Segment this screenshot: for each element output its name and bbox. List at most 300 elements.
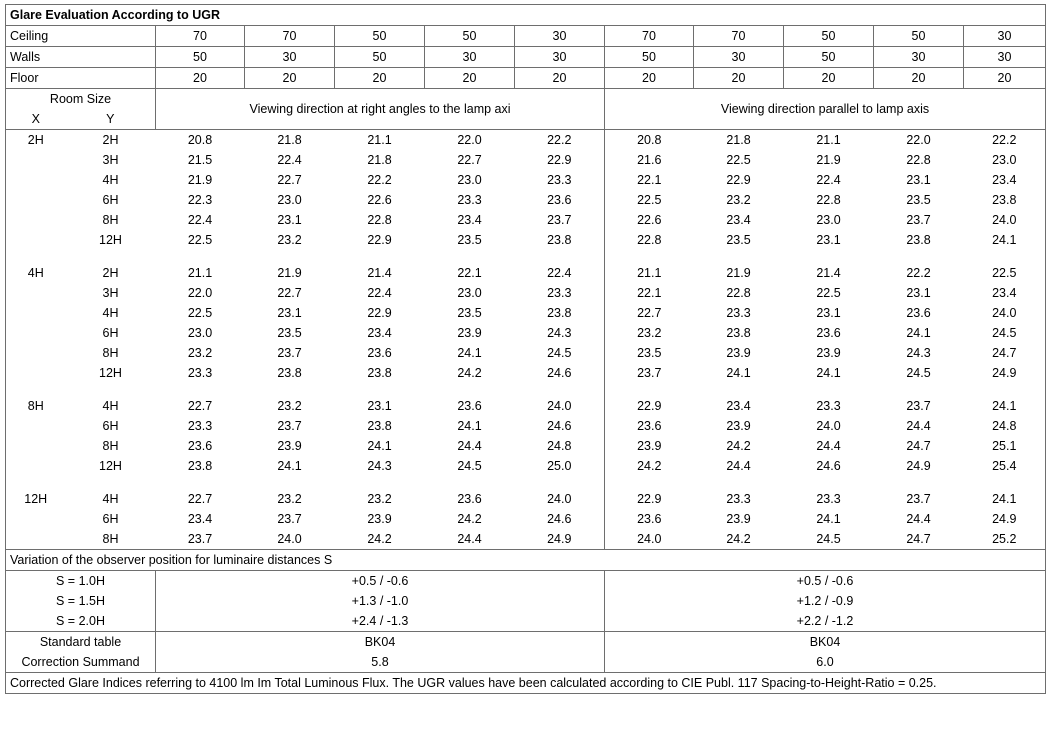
ugr-value: 21.5 <box>187 153 213 167</box>
ugr-value: 21.8 <box>367 153 392 167</box>
group-y-value: 3H <box>102 286 119 300</box>
ugr-value: 23.9 <box>277 439 302 453</box>
ugr-value: 24.1 <box>906 326 931 340</box>
ugr-value: 24.9 <box>515 529 605 550</box>
x-label: X <box>6 109 66 130</box>
ugr-value: 24.3 <box>906 346 931 360</box>
ceiling-value: 70 <box>694 26 784 47</box>
group-y-value: 12H <box>99 459 122 473</box>
floor-value: 20 <box>605 68 694 89</box>
variation-row <box>6 611 1046 632</box>
ugr-value: 24.4 <box>425 529 515 550</box>
ugr-value: 21.1 <box>187 266 213 280</box>
ugr-value: 24.1 <box>457 419 482 433</box>
ugr-value: 24.1 <box>367 439 392 453</box>
row-label-walls: Walls <box>6 47 156 68</box>
ugr-value: 24.4 <box>906 419 931 433</box>
ugr-value: 21.1 <box>335 130 425 151</box>
table-row <box>6 456 1046 476</box>
ugr-value: 22.7 <box>457 153 482 167</box>
ugr-value: 23.6 <box>605 416 694 436</box>
ugr-value: 24.1 <box>816 366 841 380</box>
ugr-value: 24.2 <box>605 456 694 476</box>
floor-value: 20 <box>335 68 425 89</box>
ugr-value: 24.4 <box>816 439 841 453</box>
ugr-value: 22.8 <box>726 286 751 300</box>
table-row <box>6 130 1046 151</box>
ugr-value: 24.9 <box>906 459 931 473</box>
ugr-value: 23.3 <box>816 399 841 413</box>
ugr-value: 24.3 <box>547 326 572 340</box>
group-x-value: 12H <box>6 489 66 509</box>
ugr-value: 23.8 <box>367 366 392 380</box>
table-row <box>6 150 1046 170</box>
ugr-value: 22.1 <box>605 283 694 303</box>
floor-value: 20 <box>156 68 245 89</box>
table-row <box>6 436 1046 456</box>
ugr-value: 23.1 <box>906 173 931 187</box>
ugr-value: 22.9 <box>367 306 392 320</box>
ugr-value: 24.2 <box>457 366 482 380</box>
group-y-value: 6H <box>102 193 119 207</box>
floor-value: 20 <box>964 68 1046 89</box>
ugr-value: 23.6 <box>547 193 572 207</box>
ugr-value: 22.9 <box>726 173 751 187</box>
standard-table-perp: BK04 <box>156 632 605 653</box>
ugr-value: 22.7 <box>277 173 302 187</box>
ugr-value: 23.8 <box>187 459 213 473</box>
ugr-value: 23.3 <box>457 193 482 207</box>
ugr-value: 23.7 <box>547 213 572 227</box>
ugr-value: 24.6 <box>547 512 572 526</box>
group-y-value: 8H <box>102 346 119 360</box>
ugr-value: 21.9 <box>816 153 841 167</box>
ugr-value: 21.4 <box>816 266 841 280</box>
ugr-value: 23.3 <box>187 419 213 433</box>
ugr-value: 24.0 <box>547 399 572 413</box>
ugr-value: 22.7 <box>187 492 213 506</box>
room-size-label: Room Size <box>6 89 156 110</box>
ugr-value: 25.2 <box>964 529 1046 550</box>
ugr-value: 23.1 <box>906 286 931 300</box>
ugr-value: 23.5 <box>726 233 751 247</box>
ugr-value: 23.8 <box>906 233 931 247</box>
group-y-value: 3H <box>102 153 119 167</box>
floor-value: 20 <box>515 68 605 89</box>
group-y-value: 4H <box>102 492 119 506</box>
ugr-value: 23.9 <box>726 346 751 360</box>
ugr-value: 24.3 <box>367 459 392 473</box>
ugr-value: 23.7 <box>156 529 245 550</box>
ugr-value: 22.2 <box>964 130 1046 151</box>
ugr-value: 23.4 <box>187 512 213 526</box>
ugr-value: 22.8 <box>605 230 694 250</box>
ugr-value: 24.0 <box>964 303 1046 323</box>
ugr-value: 23.4 <box>457 213 482 227</box>
ugr-value: 22.0 <box>425 130 515 151</box>
ugr-value: 23.3 <box>726 492 751 506</box>
ugr-value: 23.9 <box>605 436 694 456</box>
ugr-value: 23.2 <box>277 233 302 247</box>
ugr-value: 24.0 <box>964 210 1046 230</box>
ugr-value: 23.2 <box>605 323 694 343</box>
ceiling-value: 50 <box>335 26 425 47</box>
viewing-direction-header <box>6 89 1046 110</box>
ugr-value: 23.6 <box>457 492 482 506</box>
ugr-value: 24.2 <box>335 529 425 550</box>
group-y-value: 12H <box>99 233 122 247</box>
ugr-value: 22.3 <box>187 193 213 207</box>
group-x-value: 4H <box>6 263 66 283</box>
ugr-value: 22.0 <box>874 130 964 151</box>
ugr-value: 25.4 <box>964 456 1046 476</box>
group-x-value: 2H <box>6 130 66 151</box>
ugr-value: 24.2 <box>457 512 482 526</box>
group-y-value: 4H <box>102 306 119 320</box>
ceiling-value: 70 <box>156 26 245 47</box>
variation-label: S = 1.5H <box>6 591 156 611</box>
row-label-floor: Floor <box>6 68 156 89</box>
ugr-value: 24.7 <box>874 529 964 550</box>
ugr-value: 23.2 <box>726 193 751 207</box>
ugr-value: 21.8 <box>245 130 335 151</box>
ugr-value: 22.4 <box>547 266 572 280</box>
group-spacer <box>6 383 1046 396</box>
table-row <box>6 416 1046 436</box>
ugr-value: 22.6 <box>367 193 392 207</box>
ugr-value: 24.6 <box>547 419 572 433</box>
walls-value: 50 <box>335 47 425 68</box>
ugr-value: 22.5 <box>964 263 1046 283</box>
ugr-value: 24.5 <box>547 346 572 360</box>
ceiling-value: 70 <box>605 26 694 47</box>
ugr-value: 24.1 <box>964 489 1046 509</box>
ugr-value: 23.7 <box>277 419 302 433</box>
ugr-value: 23.5 <box>457 233 482 247</box>
group-y-value: 4H <box>102 399 119 413</box>
ugr-value: 22.9 <box>547 153 572 167</box>
ceiling-value: 50 <box>784 26 874 47</box>
ugr-table <box>5 4 1046 694</box>
table-row <box>6 323 1046 343</box>
ugr-value: 23.7 <box>277 512 302 526</box>
ugr-value: 23.0 <box>457 286 482 300</box>
ceiling-value: 50 <box>425 26 515 47</box>
ugr-value: 24.5 <box>784 529 874 550</box>
ugr-value: 23.8 <box>277 366 302 380</box>
table-row <box>6 509 1046 529</box>
ugr-value: 21.6 <box>605 150 694 170</box>
ceiling-value: 50 <box>874 26 964 47</box>
group-y-value: 6H <box>102 419 119 433</box>
y-label: Y <box>66 109 156 130</box>
group-y-value: 12H <box>99 366 122 380</box>
walls-value: 30 <box>245 47 335 68</box>
ugr-value: 23.7 <box>605 363 694 383</box>
ugr-value: 23.6 <box>906 306 931 320</box>
ugr-value: 21.9 <box>187 173 213 187</box>
floor-value: 20 <box>245 68 335 89</box>
standard-table-label: Standard table <box>6 632 156 653</box>
group-y-value: 6H <box>102 512 119 526</box>
walls-value: 30 <box>694 47 784 68</box>
ugr-value: 23.5 <box>906 193 931 207</box>
walls-value: 30 <box>515 47 605 68</box>
ceiling-value: 70 <box>245 26 335 47</box>
variation-perp-value: +2.4 / -1.3 <box>156 611 605 632</box>
variation-header-row <box>6 550 1046 571</box>
direction-parallel-label: Viewing direction parallel to lamp axis <box>605 89 1046 130</box>
ceiling-value: 30 <box>964 26 1046 47</box>
variation-perp-value: +1.3 / -1.0 <box>156 591 605 611</box>
ugr-value: 22.2 <box>906 266 931 280</box>
table-row <box>6 396 1046 416</box>
ugr-value: 23.7 <box>277 346 302 360</box>
ugr-value: 21.9 <box>726 266 751 280</box>
ugr-value: 23.0 <box>816 213 841 227</box>
table-row-ceiling <box>6 26 1046 47</box>
ugr-value: 24.1 <box>964 396 1046 416</box>
walls-value: 50 <box>605 47 694 68</box>
group-y-value: 8H <box>102 213 119 227</box>
ugr-value: 23.4 <box>726 213 751 227</box>
ugr-value: 23.5 <box>277 326 302 340</box>
ugr-value: 23.6 <box>457 399 482 413</box>
ugr-value: 22.1 <box>605 170 694 190</box>
walls-value: 50 <box>156 47 245 68</box>
ugr-value: 24.7 <box>906 439 931 453</box>
ugr-value: 21.1 <box>605 263 694 283</box>
group-y-value: 8H <box>66 529 156 550</box>
ugr-value: 25.1 <box>964 436 1046 456</box>
ugr-value: 23.6 <box>367 346 392 360</box>
ugr-value: 23.9 <box>726 419 751 433</box>
ugr-value: 22.2 <box>515 130 605 151</box>
ugr-value: 24.0 <box>605 529 694 550</box>
ugr-value: 23.2 <box>367 492 392 506</box>
group-x-value: 8H <box>6 396 66 416</box>
floor-value: 20 <box>784 68 874 89</box>
ugr-value: 24.1 <box>457 346 482 360</box>
ugr-value: 23.0 <box>457 173 482 187</box>
group-y-value: 2H <box>66 130 156 151</box>
correction-summand-label: Correction Summand <box>6 652 156 673</box>
row-label-ceiling: Ceiling <box>6 26 156 47</box>
table-row-floor <box>6 68 1046 89</box>
ugr-value: 23.7 <box>906 399 931 413</box>
ugr-value: 24.0 <box>816 419 841 433</box>
ugr-value: 23.1 <box>367 399 392 413</box>
ugr-value: 24.6 <box>547 366 572 380</box>
ugr-value: 23.9 <box>457 326 482 340</box>
ugr-value: 24.0 <box>245 529 335 550</box>
variation-label: S = 1.0H <box>6 571 156 592</box>
group-spacer <box>6 250 1046 263</box>
ugr-value: 22.4 <box>367 286 392 300</box>
table-row <box>6 263 1046 283</box>
ugr-value: 23.3 <box>547 286 572 300</box>
standard-table-par: BK04 <box>605 632 1046 653</box>
group-y-value: 6H <box>102 326 119 340</box>
ugr-value: 24.1 <box>277 459 302 473</box>
ugr-value: 24.9 <box>964 509 1046 529</box>
ugr-value: 22.5 <box>605 190 694 210</box>
walls-value: 30 <box>964 47 1046 68</box>
ugr-value: 23.8 <box>547 233 572 247</box>
ugr-value: 23.9 <box>367 512 392 526</box>
ugr-value: 21.8 <box>694 130 784 151</box>
ugr-value: 24.1 <box>964 230 1046 250</box>
ugr-value: 22.0 <box>187 286 213 300</box>
table-row <box>6 529 1046 550</box>
table-row <box>6 170 1046 190</box>
ugr-value: 23.8 <box>726 326 751 340</box>
ugr-value: 22.9 <box>367 233 392 247</box>
floor-value: 20 <box>425 68 515 89</box>
ugr-value: 23.4 <box>964 170 1046 190</box>
ugr-value: 23.3 <box>726 306 751 320</box>
ugr-value: 24.5 <box>964 323 1046 343</box>
ugr-value: 23.1 <box>277 213 302 227</box>
ugr-value: 23.0 <box>187 326 213 340</box>
ugr-value: 22.9 <box>605 489 694 509</box>
table-row <box>6 210 1046 230</box>
ugr-value: 24.4 <box>726 459 751 473</box>
ugr-value: 24.4 <box>457 439 482 453</box>
ugr-value: 23.9 <box>726 512 751 526</box>
ugr-value: 23.4 <box>367 326 392 340</box>
ugr-value: 22.7 <box>605 303 694 323</box>
correction-summand-perp: 5.8 <box>156 652 605 673</box>
ugr-value: 23.1 <box>277 306 302 320</box>
ugr-value: 23.7 <box>906 492 931 506</box>
ugr-value: 23.8 <box>964 190 1046 210</box>
table-row <box>6 363 1046 383</box>
ugr-value: 23.3 <box>816 492 841 506</box>
ugr-value: 20.8 <box>605 130 694 151</box>
ugr-value: 23.3 <box>547 173 572 187</box>
variation-row <box>6 591 1046 611</box>
ugr-value: 23.1 <box>816 233 841 247</box>
variation-par-value: +0.5 / -0.6 <box>605 571 1046 592</box>
group-y-value: 4H <box>102 173 119 187</box>
walls-value: 30 <box>425 47 515 68</box>
table-row <box>6 190 1046 210</box>
ugr-value: 22.4 <box>816 173 841 187</box>
table-row <box>6 283 1046 303</box>
ugr-value: 24.7 <box>964 343 1046 363</box>
ugr-value: 24.5 <box>906 366 931 380</box>
ugr-value: 22.8 <box>906 153 931 167</box>
footer-row <box>6 673 1046 694</box>
ugr-value: 23.8 <box>547 306 572 320</box>
table-row <box>6 230 1046 250</box>
ugr-value: 24.2 <box>726 439 751 453</box>
ugr-value: 24.1 <box>726 366 751 380</box>
ugr-value: 23.2 <box>277 492 302 506</box>
ugr-value: 24.8 <box>547 439 572 453</box>
footer-note: Corrected Glare Indices referring to 4100 lm Im Total Luminous Flux. The UGR values have been calculated according to CIE Publ. 117 Spacing-to-Height-Ratio = 0.25. <box>6 673 1046 694</box>
variation-label: S = 2.0H <box>6 611 156 632</box>
ugr-value: 22.5 <box>726 153 751 167</box>
floor-value: 20 <box>694 68 784 89</box>
ugr-value: 23.9 <box>816 346 841 360</box>
correction-summand-par: 6.0 <box>605 652 1046 673</box>
ugr-value: 23.5 <box>605 343 694 363</box>
ugr-value: 21.9 <box>277 266 302 280</box>
ugr-value: 24.1 <box>816 512 841 526</box>
ugr-value: 23.2 <box>187 346 213 360</box>
floor-value: 20 <box>874 68 964 89</box>
ugr-value: 22.8 <box>367 213 392 227</box>
ugr-document <box>0 4 1050 754</box>
ugr-value: 22.5 <box>187 306 213 320</box>
ugr-value: 21.4 <box>367 266 392 280</box>
table-row-walls <box>6 47 1046 68</box>
group-spacer <box>6 476 1046 489</box>
page-title: Glare Evaluation According to UGR <box>6 5 1046 26</box>
ugr-value: 20.8 <box>156 130 245 151</box>
ugr-value: 22.7 <box>187 399 213 413</box>
ugr-value: 23.2 <box>277 399 302 413</box>
ugr-value: 23.1 <box>816 306 841 320</box>
table-row <box>6 303 1046 323</box>
ugr-value: 24.0 <box>547 492 572 506</box>
ugr-value: 23.5 <box>457 306 482 320</box>
ugr-value: 25.0 <box>547 459 572 473</box>
variation-row <box>6 571 1046 592</box>
ugr-value: 23.6 <box>816 326 841 340</box>
ugr-value: 23.3 <box>187 366 213 380</box>
direction-perpendicular-label: Viewing direction at right angles to the lamp axi <box>156 89 605 130</box>
standard-table-row <box>6 632 1046 653</box>
variation-header: Variation of the observer position for luminaire distances S <box>6 550 1046 571</box>
ugr-value: 23.0 <box>277 193 302 207</box>
ugr-value: 22.5 <box>187 233 213 247</box>
table-row <box>6 489 1046 509</box>
title-row <box>6 5 1046 26</box>
ugr-value: 24.2 <box>694 529 784 550</box>
ugr-value: 24.4 <box>906 512 931 526</box>
group-y-value: 8H <box>102 439 119 453</box>
variation-perp-value: +0.5 / -0.6 <box>156 571 605 592</box>
ugr-value: 23.8 <box>367 419 392 433</box>
ugr-value: 22.6 <box>605 210 694 230</box>
ceiling-value: 30 <box>515 26 605 47</box>
ugr-value: 24.8 <box>964 416 1046 436</box>
ugr-value: 21.1 <box>784 130 874 151</box>
ugr-value: 22.4 <box>277 153 302 167</box>
ugr-value: 22.5 <box>816 286 841 300</box>
correction-summand-row <box>6 652 1046 673</box>
ugr-value: 23.4 <box>964 283 1046 303</box>
ugr-value: 24.9 <box>964 363 1046 383</box>
table-row <box>6 343 1046 363</box>
walls-value: 50 <box>784 47 874 68</box>
ugr-value: 24.6 <box>816 459 841 473</box>
ugr-value: 23.6 <box>605 509 694 529</box>
walls-value: 30 <box>874 47 964 68</box>
ugr-value: 22.4 <box>187 213 213 227</box>
ugr-value: 22.2 <box>367 173 392 187</box>
ugr-value: 22.9 <box>605 396 694 416</box>
variation-par-value: +2.2 / -1.2 <box>605 611 1046 632</box>
variation-par-value: +1.2 / -0.9 <box>605 591 1046 611</box>
ugr-value: 23.7 <box>906 213 931 227</box>
ugr-value: 22.1 <box>457 266 482 280</box>
ugr-value: 23.4 <box>726 399 751 413</box>
group-y-value: 2H <box>102 266 119 280</box>
